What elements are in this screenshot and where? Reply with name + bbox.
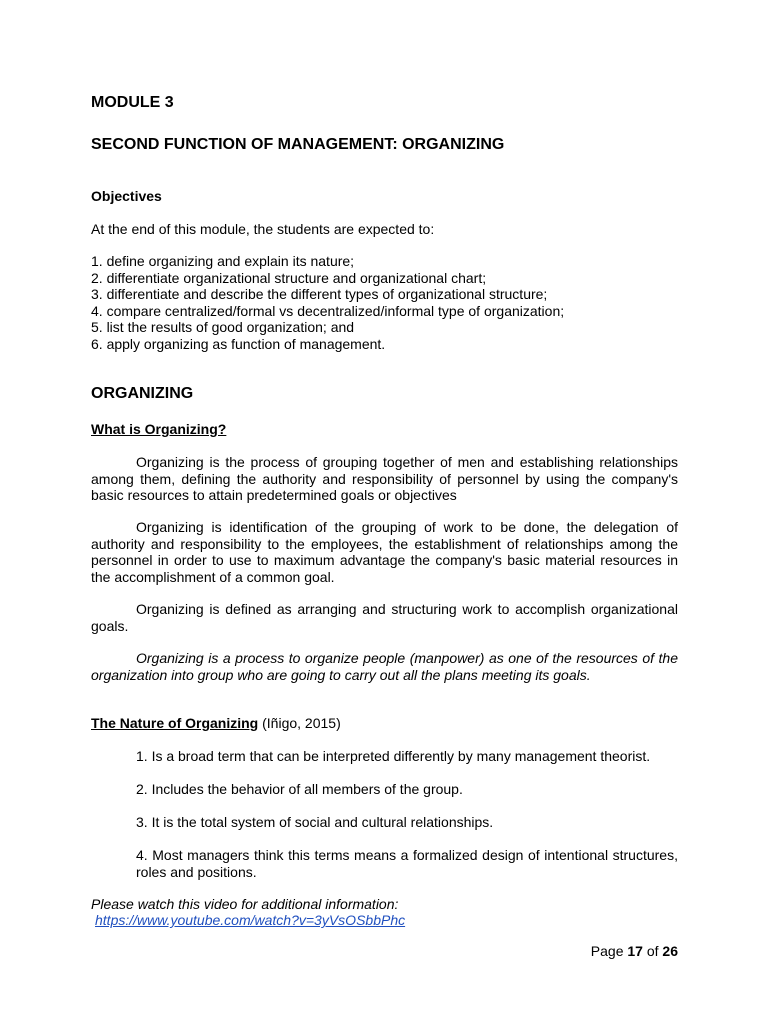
objectives-heading: Objectives (91, 188, 162, 204)
page-number: 17 (627, 943, 643, 959)
video-note: Please watch this video for additional information: (91, 896, 399, 912)
objectives-intro: At the end of this module, the students are expected to: (91, 221, 435, 237)
total-pages: 26 (662, 943, 678, 959)
of-word: of (642, 943, 663, 959)
list-item: 6. apply organizing as function of management. (91, 335, 386, 352)
page-word: Page (590, 943, 628, 959)
paragraph-italic: Organizing is a process to organize people (manpower) as one of the resources of the organization into group who are going to carry out all the plans meeting its goals. (91, 650, 678, 683)
list-item: 3. It is the total system of social and cultural relationships. (136, 814, 494, 830)
paragraph: Organizing is the process of grouping together of men and establishing relationships among them, defining the authority and responsibility of personnel by using the company's basic resources to attain predetermined goals or objectives (91, 454, 678, 503)
page-footer (591, 943, 678, 959)
module-subtitle: SECOND FUNCTION OF MANAGEMENT: ORGANIZING (91, 136, 505, 153)
list-item: 3. differentiate and describe the different types of organizational structure; (91, 286, 548, 302)
list-item: 2. Includes the behavior of all members of the group. (136, 781, 463, 797)
list-item: 5. list the results of good organization; and (91, 319, 355, 335)
video-link-line (95, 912, 682, 929)
nature-heading-line (91, 715, 678, 732)
nature-citation: (Iñigo, 2015) (258, 715, 341, 731)
nature-heading: The Nature of Organizing (91, 715, 259, 731)
module-title: MODULE 3 (91, 94, 174, 111)
list-item: 1. Is a broad term that can be interpreted differently by many management theorist. (136, 748, 651, 764)
list-item: 1. define organizing and explain its nature; (91, 253, 355, 269)
video-link[interactable]: https://www.youtube.com/watch?v=3yVsOSbbPhc (95, 912, 406, 928)
paragraph: Organizing is defined as arranging and structuring work to accomplish organizational goals. (91, 601, 678, 634)
organizing-heading: ORGANIZING (91, 385, 194, 402)
list-item: 2. differentiate organizational structure and organizational chart; (91, 269, 487, 286)
list-item: 4. compare centralized/formal vs decentralized/informal type of organization; (91, 302, 565, 319)
what-is-organizing-heading: What is Organizing? (91, 421, 227, 437)
list-item: 4. Most managers think this terms means a formalized design of intentional structures, roles and positions. (136, 847, 678, 880)
paragraph: Organizing is identification of the grouping of work to be done, the delegation of authority and responsibility to the employees, the establishment of relationships among the personnel in order to use to maximum advantage the company's basic material resources in the accomplishment of a common goal. (91, 519, 678, 585)
objectives-list (91, 253, 678, 352)
